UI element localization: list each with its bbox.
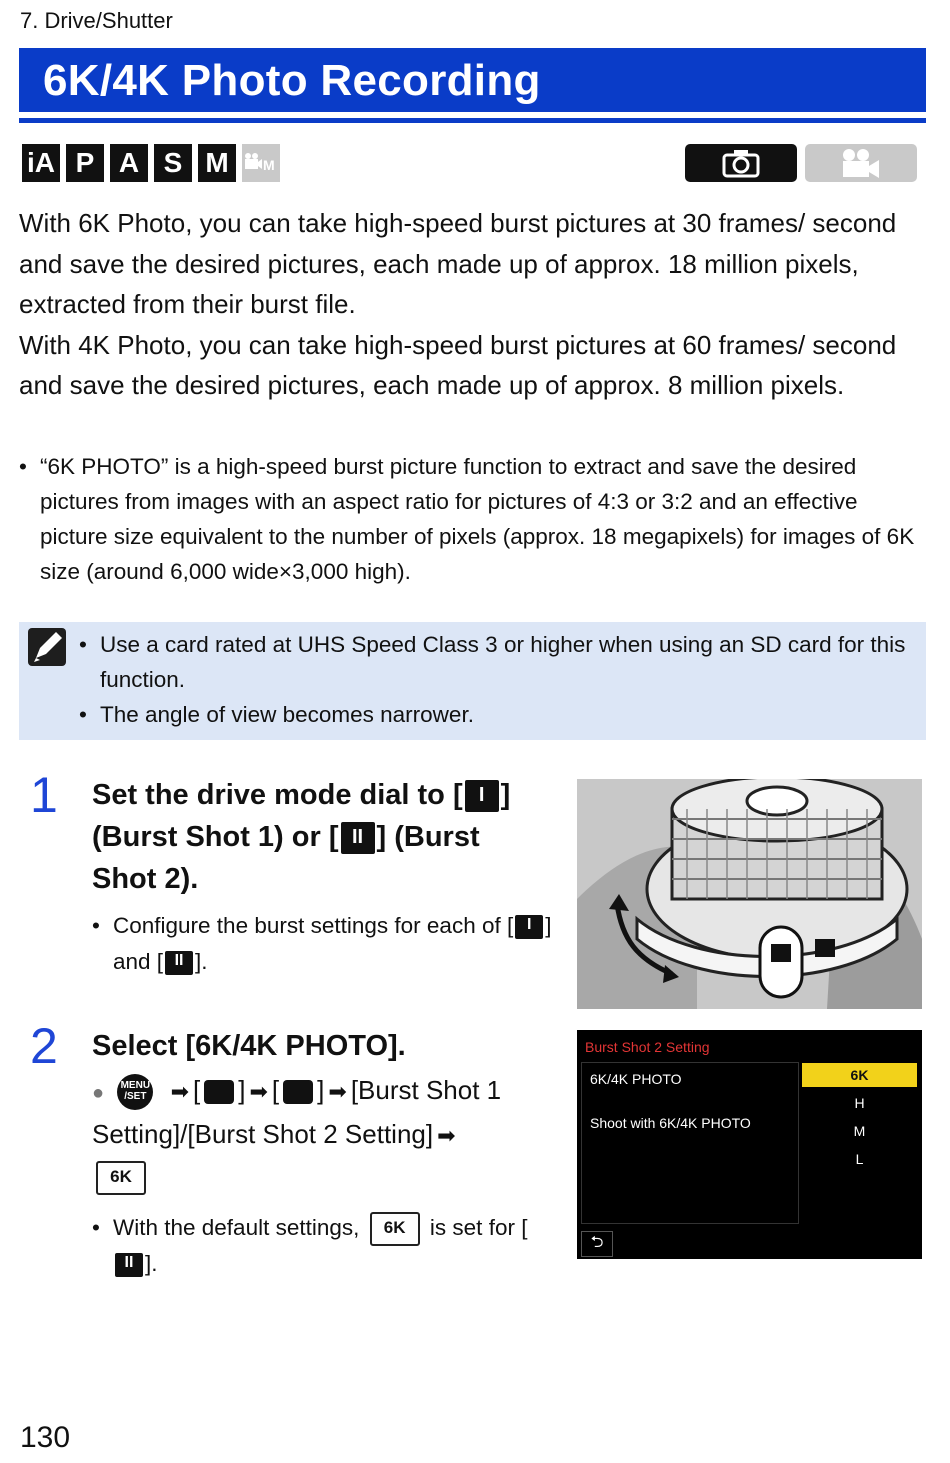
screen-item-shoot-with[interactable]: Shoot with 6K/4K PHOTO (590, 1115, 751, 1131)
photo-mode-badge (685, 144, 797, 182)
intro-paragraph-6k: With 6K Photo, you can take high-speed burst pictures at 30 frames/ second and save the desired pictures, each made up of approx. 18 million pixels, extracted from their burst file. (19, 208, 897, 319)
default-part-b: is set for [ (429, 1215, 528, 1240)
note-box (19, 622, 926, 740)
page-number: 130 (20, 1421, 71, 1454)
mode-icons (22, 144, 280, 182)
bullet-dot: • (19, 454, 27, 479)
list-item (92, 908, 552, 980)
mode-ia-icon: iA (22, 144, 60, 182)
step-1-sub-part-b: ] and [ (113, 913, 552, 974)
bullet-dot: • (79, 632, 87, 657)
step-1-sub-part-a: Configure the burst settings for each of [ (113, 913, 514, 938)
camera-menu-icon (204, 1080, 234, 1104)
bullet-dot: • (92, 913, 100, 938)
photo-settings-icon (283, 1080, 313, 1104)
intro-paragraph-4k: With 4K Photo, you can take high-speed burst pictures at 60 frames/ second and save the desired pictures, each made up of approx. 8 million pixels. (19, 329, 897, 400)
svg-text:M: M (263, 157, 275, 173)
step-1-sub-part-c: ]. (195, 949, 208, 974)
step-1-number: 1 (30, 767, 58, 823)
screen-item-6k4k-photo[interactable]: 6K/4K PHOTO (590, 1071, 682, 1087)
step-1-heading-part-a: Set the drive mode dial to [ (92, 779, 463, 811)
drive-mode-dial-illustration (577, 779, 922, 1009)
screen-option-6k[interactable]: 6K (802, 1063, 917, 1087)
screen-title: Burst Shot 2 Setting (585, 1039, 710, 1055)
bullet-dot: • (79, 702, 87, 727)
step-2-menu-path: ● MENU /SET ➡ [ ] ➡ [ ] ➡ [Burst Shot 1 Setting]/[Burst Shot 2 Setting] ➡ 6K (92, 1070, 562, 1197)
note-text (79, 627, 919, 732)
default-part-a: With the default settings, (113, 1215, 360, 1240)
bullet-dot: • (92, 1215, 100, 1240)
menu-path-bullet: ● (92, 1082, 105, 1104)
step-1-heading (92, 774, 552, 900)
pencil-icon-graphic (28, 628, 66, 666)
page-title: 6K/4K Photo Recording (43, 56, 541, 105)
camera-menu-screen (577, 1030, 922, 1259)
step-1-heading-part-c: ] (Burst Shot 2). (92, 821, 480, 895)
mode-p-icon: P (66, 144, 104, 182)
title-underline (19, 118, 926, 123)
menu-set-icon: MENU /SET (117, 1074, 153, 1110)
mode-s-icon: S (154, 144, 192, 182)
burst-shot-1-icon: I (465, 780, 499, 812)
list-item (79, 627, 919, 697)
burst-shot-2-icon: II (115, 1253, 143, 1277)
mode-creative-video-icon (242, 144, 280, 182)
step-2-default-note (92, 1210, 552, 1282)
mode-a-icon: A (110, 144, 148, 182)
burst-shot-2-icon: II (341, 822, 375, 854)
creative-video-icon (244, 151, 278, 175)
step-1-sub (92, 908, 552, 980)
arrow-icon: ➡ (249, 1079, 268, 1104)
mode-m-icon: M (198, 144, 236, 182)
list-item (19, 449, 929, 589)
screen-option-m[interactable]: M (853, 1123, 866, 1139)
note-item-card: Use a card rated at UHS Speed Class 3 or higher when using an SD card for this function. (100, 632, 906, 692)
arrow-icon: ➡ (170, 1079, 189, 1104)
default-part-c: ]. (145, 1251, 158, 1277)
burst-shot-1-icon: I (515, 915, 543, 939)
screen-option-l[interactable]: L (855, 1151, 864, 1167)
list-item (79, 697, 919, 732)
drive-dial-graphic (577, 779, 922, 1009)
step-2-number: 2 (30, 1018, 58, 1074)
camera-icon (721, 148, 761, 178)
six-k-photo-icon: 6K (370, 1212, 420, 1246)
video-mode-badge (805, 144, 917, 182)
video-camera-icon (839, 147, 883, 179)
six-k-photo-icon: 6K (96, 1161, 146, 1195)
arrow-icon: ➡ (328, 1079, 347, 1104)
burst-shot-2-icon: II (165, 951, 193, 975)
step-2-heading: Select [6K/4K PHOTO]. (92, 1030, 406, 1062)
menu-path-tail: [Burst Shot 1 Setting]/[Burst Shot 2 Setting] (92, 1075, 502, 1149)
screen-option-h[interactable]: H (854, 1095, 865, 1111)
step-1-heading-part-b: ] (Burst Shot 1) or [ (92, 779, 511, 853)
screen-settings-panel (581, 1062, 799, 1224)
section-label: 7. Drive/Shutter (20, 8, 173, 33)
note-item-angle: The angle of view becomes narrower. (100, 702, 474, 727)
intro-text (19, 203, 929, 406)
arrow-icon: ➡ (437, 1123, 456, 1148)
pencil-icon (28, 628, 66, 666)
page-title-bar (19, 48, 926, 112)
bullet-text: “6K PHOTO” is a high-speed burst picture function to extract and save the desired pictures from images with an aspect ratio for pictures of 4:3 or 3:2 and an effective picture size equivalent to the number of pixels (approx. 18 megapixels) for images of 6K size (around 6,000 wide×3,000 high). (40, 454, 915, 584)
bullet-list (19, 449, 929, 589)
back-icon[interactable]: ⮌ (581, 1231, 613, 1257)
list-item (92, 1210, 552, 1282)
